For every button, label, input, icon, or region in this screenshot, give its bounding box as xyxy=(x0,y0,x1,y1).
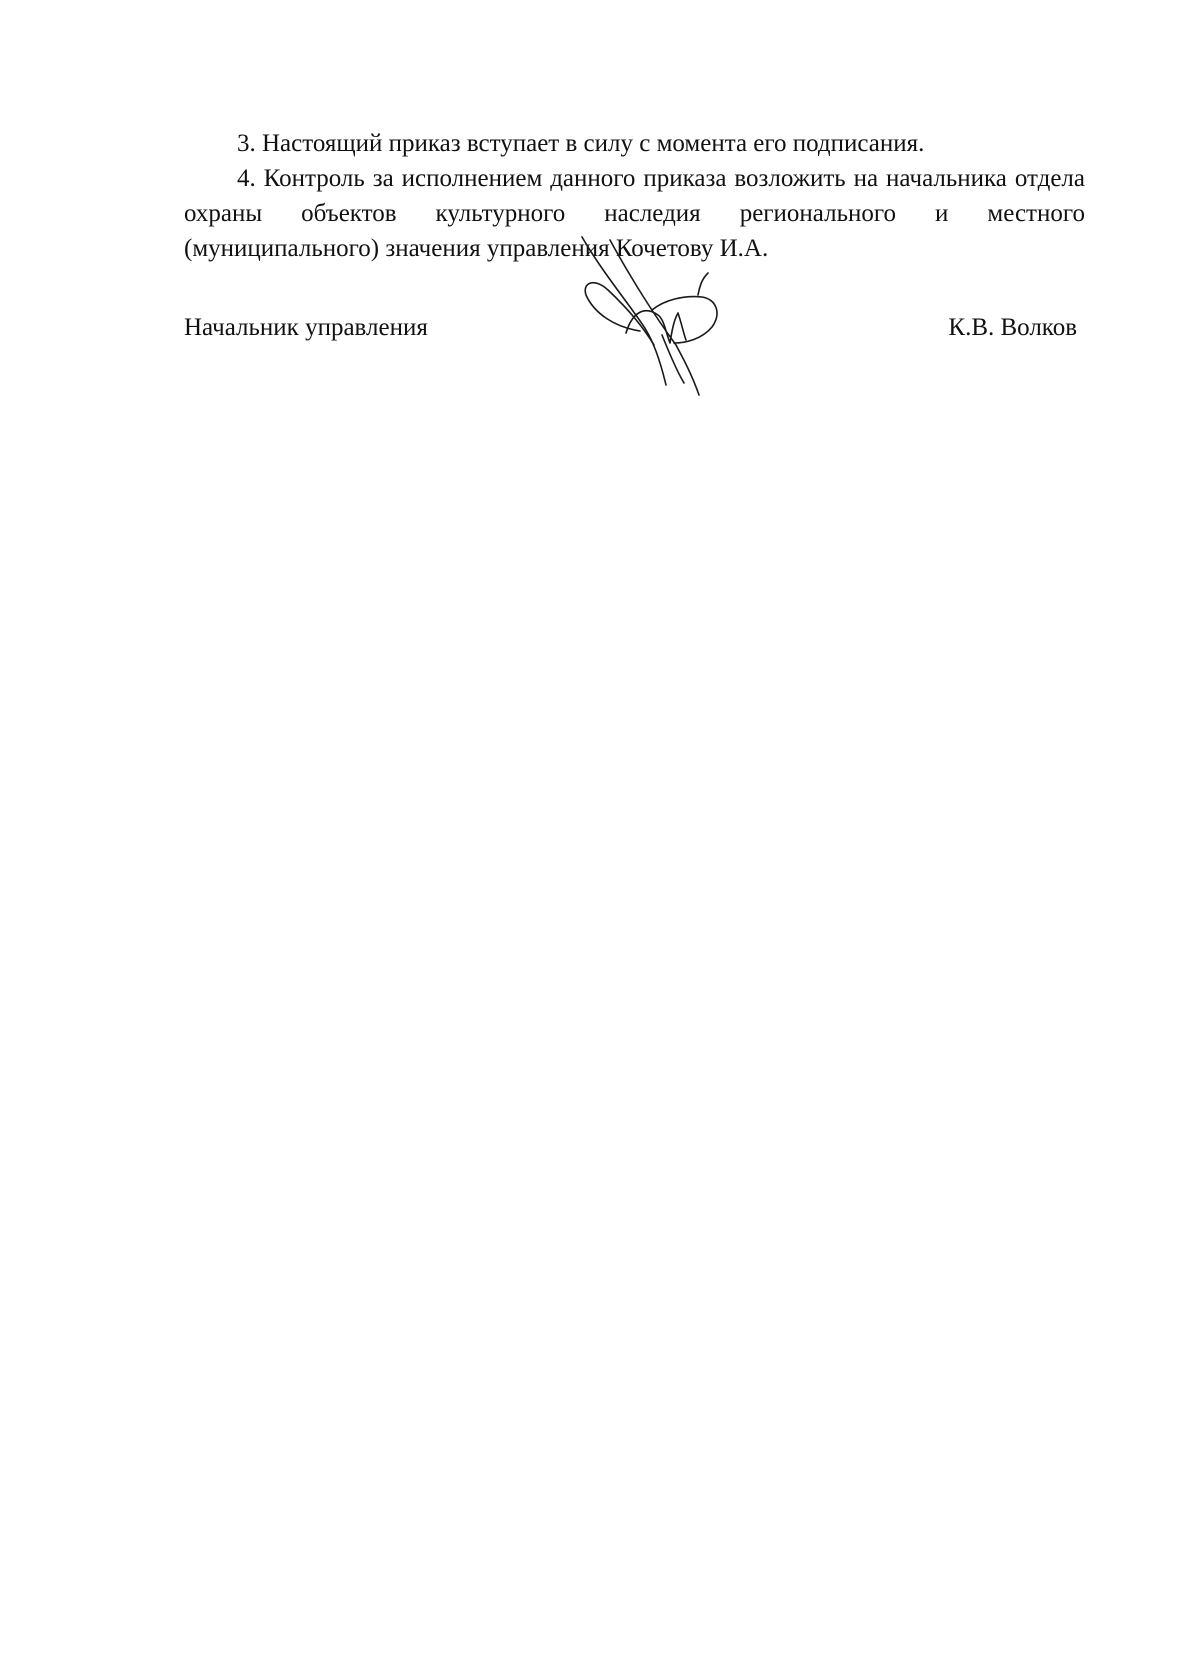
handwritten-signature xyxy=(574,235,744,405)
paragraph-4: 4. Контроль за исполнением данного приказа возложить на начальника отдела охраны объектов культурного наследия регионального и местного (муниципального) значения управления Кочетову И.А. xyxy=(184,165,1085,262)
signature-stroke xyxy=(582,237,666,385)
signature-stroke xyxy=(698,273,708,295)
paragraph-3: 3. Настоящий приказ вступает в силу с момента его подписания. xyxy=(237,130,925,157)
signatory-name: К.В. Волков xyxy=(948,314,1077,341)
signatory-position: Начальник управления xyxy=(184,314,428,341)
signature-stroke xyxy=(610,240,699,395)
